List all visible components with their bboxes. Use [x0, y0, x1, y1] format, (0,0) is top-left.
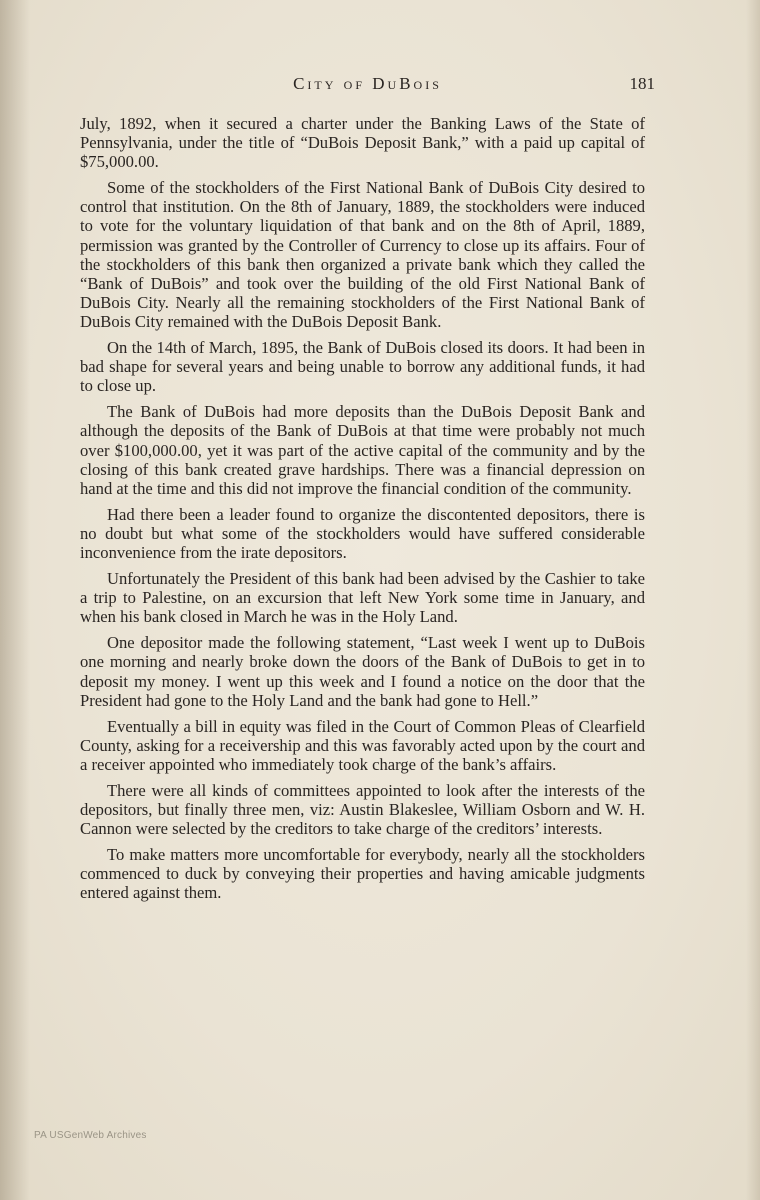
- page-edge-shadow: [746, 0, 760, 1200]
- binding-shadow: [0, 0, 30, 1200]
- body-text: [80, 114, 645, 910]
- paragraph: Had there been a leader found to organize the discontented depositors, there is no doubt but what some of the stockholders would have suffered considerable inconvenience from the irate depositors.: [80, 504, 645, 562]
- paragraph: Eventually a bill in equity was filed in the Court of Common Pleas of Clearfield County, asking for a receivership and this was favorably acted upon by the court and a receiver appointed who immediately took charge of the bank’s affairs.: [80, 716, 645, 774]
- page-number: 181: [629, 74, 655, 93]
- paragraph: To make matters more uncomfortable for everybody, nearly all the stockholders commenced to duck by conveying their properties and having amicable judgments entered against them.: [80, 845, 645, 903]
- paragraph: Unfortunately the President of this bank had been advised by the Cashier to take a trip to Palestine, on an excursion that left New York some time in January, and when his bank closed in March he was in the Holy Land.: [80, 569, 645, 627]
- paragraph: One depositor made the following statement, “Last week I went up to DuBois one morning and nearly broke down the doors of the Bank of DuBois to get in to deposit my money. I went up this week and I found a notice on the door that the President had gone to the Holy Land and the bank had gone to Hell.”: [80, 633, 645, 710]
- running-title: City of DuBois: [293, 74, 442, 93]
- paragraph: July, 1892, when it secured a charter under the Banking Laws of the State of Pennsylvania, under the title of “DuBois Deposit Bank,” with a paid up capital of $75,000.00.: [80, 114, 645, 172]
- paragraph: There were all kinds of committees appointed to look after the interests of the depositors, but finally three men, viz: Austin Blakeslee, William Osborn and W. H. Cannon were selected by the creditors to take charge of the creditors’ interests.: [80, 781, 645, 839]
- paragraph: The Bank of DuBois had more deposits than the DuBois Deposit Bank and although the deposits of the Bank of DuBois at that time were probably not much over $100,000.00, yet it was part of the active capital of the community and by the closing of this bank created grave hardships. There was a financial depression on hand at the time and this did not improve the financial condition of the community.: [80, 402, 645, 498]
- paragraph: Some of the stockholders of the First National Bank of DuBois City desired to control that institution. On the 8th of January, 1889, the stockholders were induced to vote for the voluntary liquidation of that bank and on the 8th of April, 1889, permission was granted by the Controller of Currency to close up its affairs. Four of the stockholders of this bank then organized a private bank which they called the “Bank of DuBois” and took over the building of the old First National Bank of DuBois City. Nearly all the remaining stockholders of the First National Bank of DuBois City remained with the DuBois Deposit Bank.: [80, 178, 645, 331]
- running-head: [80, 74, 655, 102]
- archive-watermark: PA USGenWeb Archives: [34, 1130, 147, 1141]
- paragraph: On the 14th of March, 1895, the Bank of DuBois closed its doors. It had been in bad shape for several years and being unable to borrow any additional funds, it had to close up.: [80, 338, 645, 396]
